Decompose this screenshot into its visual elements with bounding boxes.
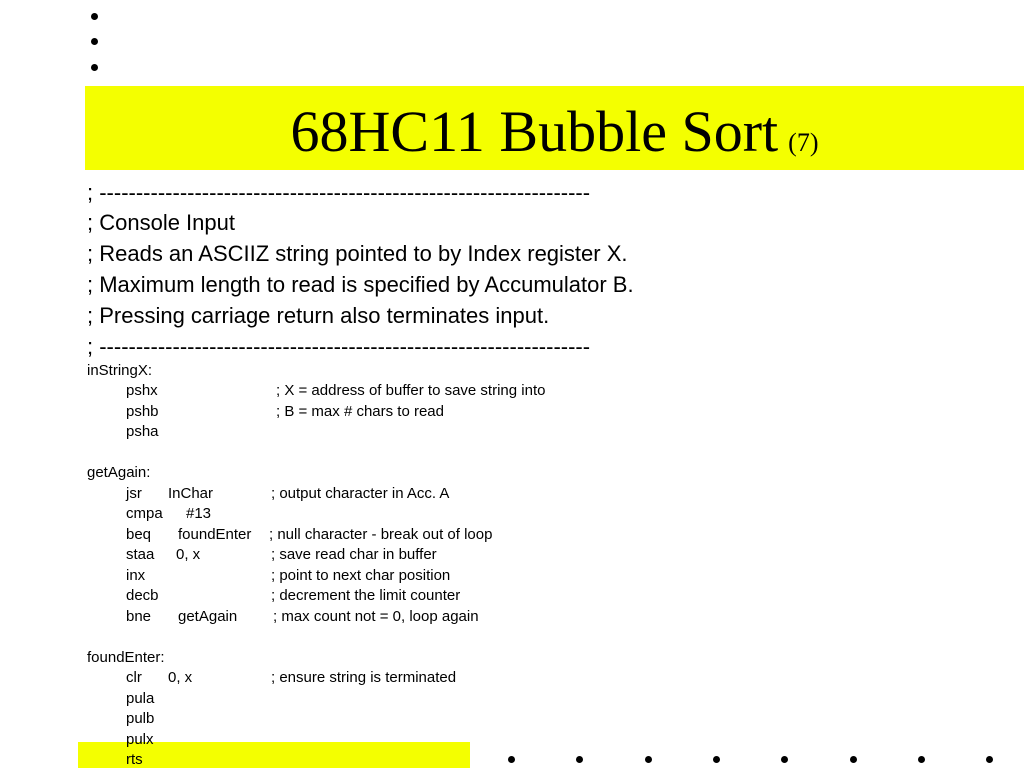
comment-divider-top: ; ------------------------------------------------------------------- bbox=[87, 180, 591, 205]
code-arg: getAgain bbox=[178, 608, 238, 625]
code-op: psha bbox=[126, 423, 159, 440]
title-bar bbox=[85, 86, 1024, 170]
code-op: pulb bbox=[126, 710, 155, 727]
bullet-dot-icon bbox=[91, 38, 98, 45]
code-comment: ; null character - break out of loop bbox=[269, 526, 493, 543]
comment-line: ; Maximum length to read is specified by Accumulator B. bbox=[87, 272, 634, 297]
code-op: clr bbox=[126, 669, 142, 686]
code-op: beq bbox=[126, 526, 152, 543]
code-comment: ; X = address of buffer to save string into bbox=[276, 382, 546, 399]
code-op: rts bbox=[126, 751, 143, 768]
comment-line: ; Reads an ASCIIZ string pointed to by Index register X. bbox=[87, 241, 628, 266]
bullet-dot-icon bbox=[91, 64, 98, 71]
bullet-dot-icon bbox=[918, 756, 925, 763]
code-op: pula bbox=[126, 690, 155, 707]
code-comment: ; ensure string is terminated bbox=[271, 669, 457, 686]
bullet-dot-icon bbox=[850, 756, 857, 763]
slide-title-text: 68HC11 Bubble Sort bbox=[290, 99, 779, 164]
bullet-dot-icon bbox=[508, 756, 515, 763]
code-op: jsr bbox=[126, 485, 142, 502]
comment-heading: ; Console Input bbox=[87, 210, 235, 235]
code-comment: ; B = max # chars to read bbox=[276, 403, 444, 420]
code-op: pshb bbox=[126, 403, 159, 420]
code-arg: InChar bbox=[168, 485, 214, 502]
code-label: inStringX: bbox=[87, 362, 153, 379]
code-arg: foundEnter bbox=[178, 526, 252, 543]
bullet-dot-icon bbox=[781, 756, 788, 763]
code-op: pulx bbox=[126, 731, 154, 748]
code-comment: ; output character in Acc. A bbox=[271, 485, 450, 502]
code-comment: ; decrement the limit counter bbox=[271, 587, 461, 604]
comment-line: ; Pressing carriage return also terminates input. bbox=[87, 303, 550, 328]
bullet-dot-icon bbox=[645, 756, 652, 763]
code-arg: 0, x bbox=[168, 669, 193, 686]
comment-divider-bottom: ; ------------------------------------------------------------------- bbox=[87, 334, 591, 359]
slide-number: (7) bbox=[788, 128, 819, 157]
code-label: getAgain: bbox=[87, 464, 151, 481]
code-op: cmpa bbox=[126, 505, 163, 522]
code-op: inx bbox=[126, 567, 146, 584]
code-comment: ; point to next char position bbox=[271, 567, 451, 584]
code-arg: #13 bbox=[186, 505, 212, 522]
code-op: bne bbox=[126, 608, 152, 625]
bullet-dot-icon bbox=[713, 756, 720, 763]
bullet-dot-icon bbox=[986, 756, 993, 763]
slide-title bbox=[85, 100, 1024, 175]
code-comment: ; save read char in buffer bbox=[271, 546, 437, 563]
bullet-dot-icon bbox=[576, 756, 583, 763]
bullet-dot-icon bbox=[91, 13, 98, 20]
code-label: foundEnter: bbox=[87, 649, 165, 666]
code-op: staa bbox=[126, 546, 155, 563]
code-op: pshx bbox=[126, 382, 158, 399]
code-comment: ; max count not = 0, loop again bbox=[273, 608, 479, 625]
code-arg: 0, x bbox=[176, 546, 201, 563]
code-op: decb bbox=[126, 587, 159, 604]
